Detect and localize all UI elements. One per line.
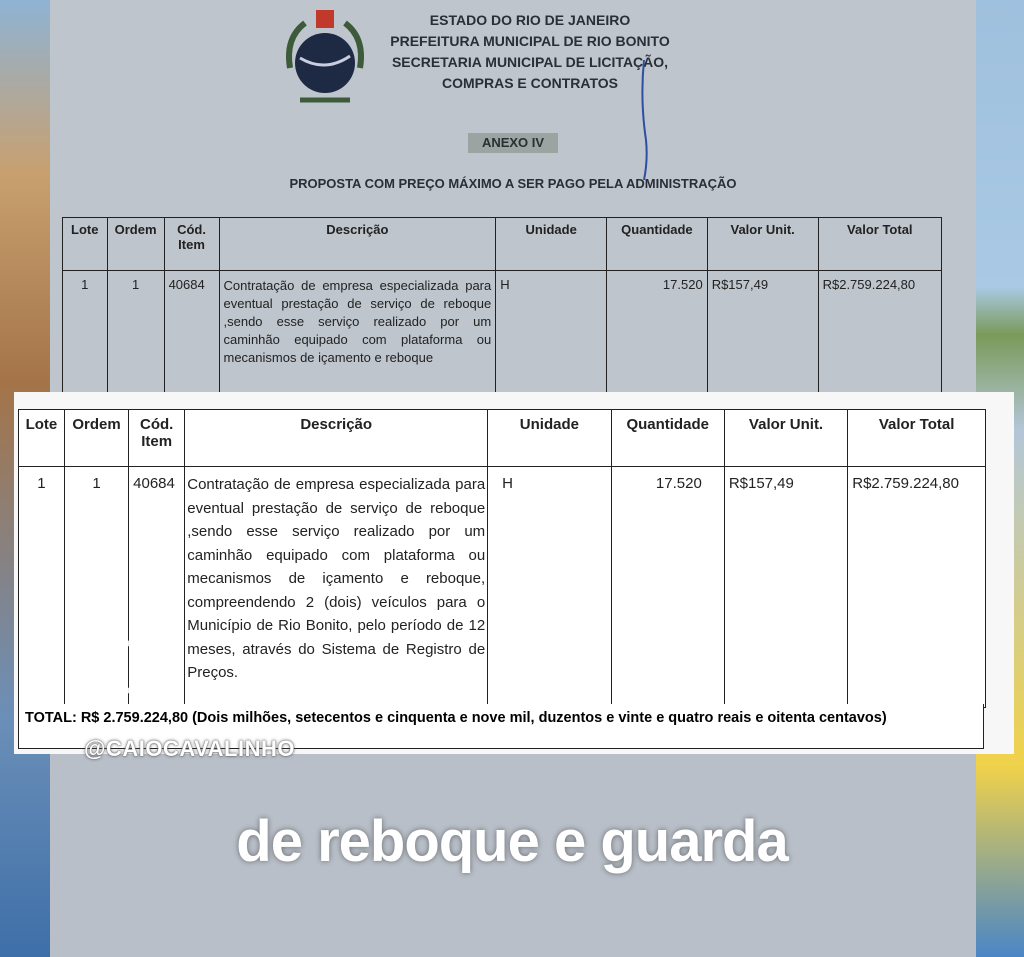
cell-unidade: H [496, 271, 607, 404]
header-line: COMPRAS E CONTRATOS [441, 75, 619, 91]
zoomed-table-panel [14, 392, 1014, 754]
header-line: SECRETARIA MUNICIPAL DE LICITAÇÃO, [391, 54, 669, 70]
social-handle: @CAIOCAVALINHO [84, 736, 295, 761]
table-header-row [63, 218, 942, 271]
document-header-area [50, 0, 976, 392]
cell-unidade: H [488, 467, 611, 708]
col-header-valor-unit: Valor Unit. [724, 410, 847, 467]
cell-descricao: Contratação de empresa especializada para eventual prestação de serviço de reboque ,sendo esse serviço realizado por um caminhão equipado com plataforma ou mecanismos de içamento e reboque [219, 271, 496, 404]
col-header-valor-total: Valor Total [848, 410, 986, 467]
col-header: Valor Total [818, 218, 941, 271]
table-header-row [19, 410, 986, 467]
price-table-background [62, 217, 942, 404]
video-caption: de reboque e guarda [236, 809, 788, 874]
price-table [18, 409, 986, 708]
cell-valor-total: R$2.759.224,80 [818, 271, 941, 404]
proposal-title: PROPOSTA COM PREÇO MÁXIMO A SER PAGO PELA ADMINISTRAÇÃO [289, 176, 737, 191]
document-heading [380, 10, 680, 94]
instagram-icon [84, 640, 138, 694]
col-header-ordem: Ordem [64, 410, 128, 467]
table-row [19, 467, 986, 708]
col-header: Cód. Item [164, 218, 219, 271]
col-header-descricao: Descrição [185, 410, 488, 467]
col-header: Descrição [219, 218, 496, 271]
col-header: Lote [63, 218, 108, 271]
col-header: Quantidade [607, 218, 708, 271]
cell-ordem: 1 [64, 467, 128, 708]
cell-ordem: 1 [107, 271, 164, 404]
cell-quantidade: 17.520 [607, 271, 708, 404]
col-header: Ordem [107, 218, 164, 271]
col-header-unidade: Unidade [488, 410, 611, 467]
col-header: Unidade [496, 218, 607, 271]
col-header-lote: Lote [19, 410, 65, 467]
cell-cod-item: 40684 [129, 467, 185, 708]
header-line: PREFEITURA MUNICIPAL DE RIO BONITO [390, 33, 670, 49]
pen-mark [638, 60, 650, 180]
cell-cod-item: 40684 [164, 271, 219, 404]
header-line: ESTADO DO RIO DE JANEIRO [429, 12, 631, 28]
table-row [63, 271, 942, 404]
cell-quantidade: 17.520 [611, 467, 724, 708]
cell-valor-unit: R$157,49 [707, 271, 818, 404]
cell-descricao: Contratação de empresa especializada para eventual prestação de serviço de reboque ,sendo esse serviço realizado por um caminhão equipado com plataforma ou mecanismos de içamento e reboque, compreendendo 2 (dois) veículos para o Município de Rio Bonito, pelo período de 12 meses, através do Sistema de Registro de Preços. [185, 467, 488, 708]
cell-valor-unit: R$157,49 [724, 467, 847, 708]
cell-valor-total: R$2.759.224,80 [848, 467, 986, 708]
col-header-quantidade: Quantidade [611, 410, 724, 467]
cell-lote: 1 [19, 467, 65, 708]
col-header: Valor Unit. [707, 218, 818, 271]
total-amount: TOTAL: R$ 2.759.224,80 (Dois milhões, setecentos e cinquenta e nove mil, duzentos e vinte e quatro reais e oitenta centavos) [18, 704, 984, 749]
annex-label: ANEXO IV [468, 133, 558, 153]
seal-emblem-icon [280, 8, 370, 108]
cell-lote: 1 [63, 271, 108, 404]
col-header-cod-item: Cód. Item [129, 410, 185, 467]
